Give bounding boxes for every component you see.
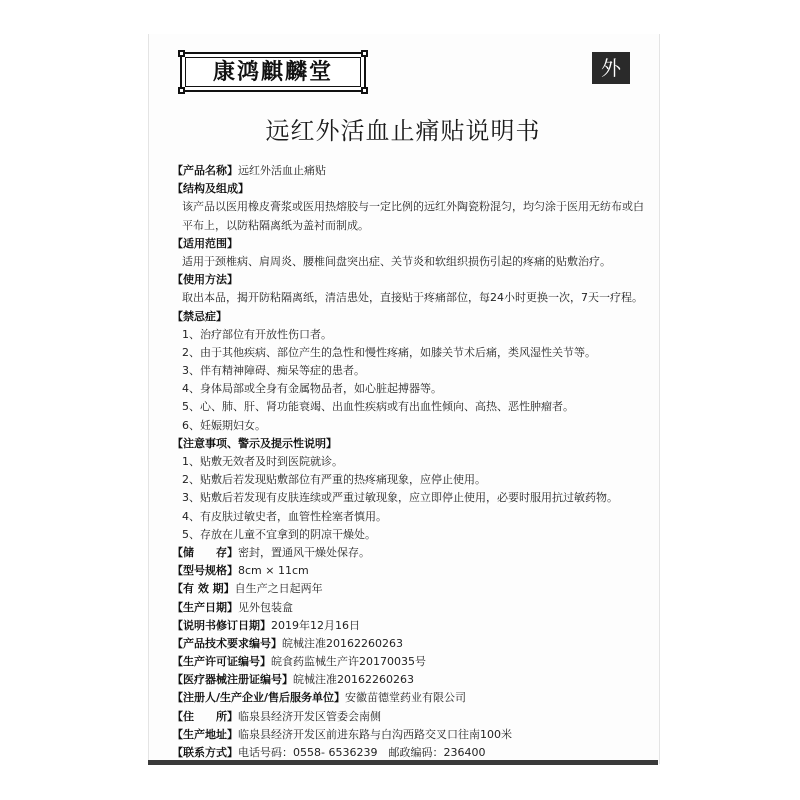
section-value: 皖食药监械生产许20170035号 xyxy=(271,655,426,669)
list-item: 2、由于其他疾病、部位产生的急性和慢性疼痛，如膝关节术后痛，类风湿性关节等。 xyxy=(182,345,596,359)
contact-row xyxy=(172,744,652,762)
validity-row xyxy=(172,580,652,598)
section-label: 【产品技术要求编号】 xyxy=(172,636,282,650)
section-label: 【医疗器械注册证编号】 xyxy=(172,673,293,687)
production-address-row xyxy=(172,726,652,744)
warnings-heading xyxy=(172,435,652,453)
section-label: 【注册人/生产企业/售后服务单位】 xyxy=(172,691,346,705)
section-label: 【禁忌症】 xyxy=(172,309,227,323)
list-item: 5、心、肺、肝、肾功能衰竭、出血性疾病或有出血性倾向、高热、恶性肿瘤者。 xyxy=(182,400,574,414)
section-label: 【联系方式】 xyxy=(172,746,238,759)
section-value: 见外包装盒 xyxy=(238,600,293,614)
instruction-body xyxy=(172,162,652,762)
paragraph-line: 适用于颈椎病、肩周炎、腰椎间盘突出症、关节炎和软组织损伤引起的疼痛的贴敷治疗。 xyxy=(182,254,611,268)
list-item: 4、身体局部或全身有金属物品者，如心脏起搏器等。 xyxy=(182,382,442,396)
revision-date-row xyxy=(172,617,652,635)
production-license-row xyxy=(172,653,652,671)
section-label: 【结构及组成】 xyxy=(172,182,249,196)
list-item: 2、贴敷后若发现贴敷部位有严重的热疼痛现象，应停止使用。 xyxy=(182,473,486,487)
contraindications-heading xyxy=(172,308,652,326)
list-item: 1、贴敷无效者及时到医院就诊。 xyxy=(182,455,343,468)
paragraph-line: 取出本品，揭开防粘隔离纸，清洁患处，直接贴于疼痛部位，每24小时更换一次，7天一疗程。 xyxy=(182,291,643,305)
section-value: 皖械注准20162260263 xyxy=(293,673,414,687)
structure-heading xyxy=(172,180,652,198)
section-value: 远红外活血止痛贴 xyxy=(238,164,326,177)
section-value: 自生产之日起两年 xyxy=(234,582,323,596)
brand-name: 康鸿麒麟堂 xyxy=(212,59,333,85)
external-use-badge: 外 xyxy=(592,52,630,84)
tech-requirement-row xyxy=(172,635,652,653)
storage-row xyxy=(172,544,652,562)
list-item: 3、贴敷后若发现有皮肤连续或严重过敏现象，应立即停止使用，必要时服用抗过敏药物。 xyxy=(182,491,618,505)
registrant-row xyxy=(172,689,652,707)
section-value: 2019年12月16日 xyxy=(271,618,360,632)
brand-logo xyxy=(180,52,366,92)
logo-corner-ornament xyxy=(361,50,368,57)
section-label: 【有 效 期】 xyxy=(172,582,235,596)
list-item: 5、存放在儿童不宜拿到的阴凉干燥处。 xyxy=(182,527,376,541)
section-label: 【注意事项、警示及提示性说明】 xyxy=(172,436,337,450)
section-label: 【适用范围】 xyxy=(172,236,238,250)
list-item: 6、妊娠期妇女。 xyxy=(182,418,266,432)
section-label: 【住 所】 xyxy=(172,709,238,723)
section-value: 临泉县经济开发区管委会南侧 xyxy=(238,709,381,723)
section-value: 皖械注准20162260263 xyxy=(282,636,403,650)
registration-row xyxy=(172,671,652,689)
logo-corner-ornament xyxy=(361,87,368,94)
section-value: 密封，置通风干燥处保存。 xyxy=(238,545,370,559)
section-label: 【产品名称】 xyxy=(172,164,238,177)
section-value: 电话号码：0558- 6536239 邮政编码：236400 xyxy=(238,746,486,759)
usage-heading xyxy=(172,271,652,289)
product-name-row xyxy=(172,162,652,180)
section-value: 8cm × 11cm xyxy=(238,564,309,578)
section-label: 【使用方法】 xyxy=(172,273,238,287)
section-value: 安徽苗德堂药业有限公司 xyxy=(345,691,467,705)
logo-corner-ornament xyxy=(178,50,185,57)
section-label: 【型号规格】 xyxy=(172,564,238,578)
residence-row xyxy=(172,708,652,726)
section-label: 【说明书修订日期】 xyxy=(172,618,271,632)
section-label: 【储 存】 xyxy=(172,545,238,559)
section-label: 【生产许可证编号】 xyxy=(172,655,271,669)
scope-heading xyxy=(172,235,652,253)
paragraph-line: 平布上，以防粘隔离纸为盖衬而制成。 xyxy=(182,218,369,232)
list-item: 1、治疗部位有开放性伤口者。 xyxy=(182,327,332,341)
section-label: 【生产日期】 xyxy=(172,600,238,614)
document-title: 远红外活血止痛贴说明书 xyxy=(265,117,541,145)
production-date-row xyxy=(172,599,652,617)
list-item: 3、伴有精神障碍、痴呆等症的患者。 xyxy=(182,364,365,378)
paragraph-line: 该产品以医用橡皮膏浆或医用热熔胶与一定比例的远红外陶瓷粉混匀，均匀涂于医用无纺布或白 xyxy=(182,200,644,214)
spec-row xyxy=(172,562,652,580)
section-value: 临泉县经济开发区前进东路与白沟西路交叉口往南100米 xyxy=(238,727,512,741)
section-label: 【生产地址】 xyxy=(172,727,238,741)
logo-corner-ornament xyxy=(178,87,185,94)
list-item: 4、有皮肤过敏史者，血管性栓塞者慎用。 xyxy=(182,509,387,523)
